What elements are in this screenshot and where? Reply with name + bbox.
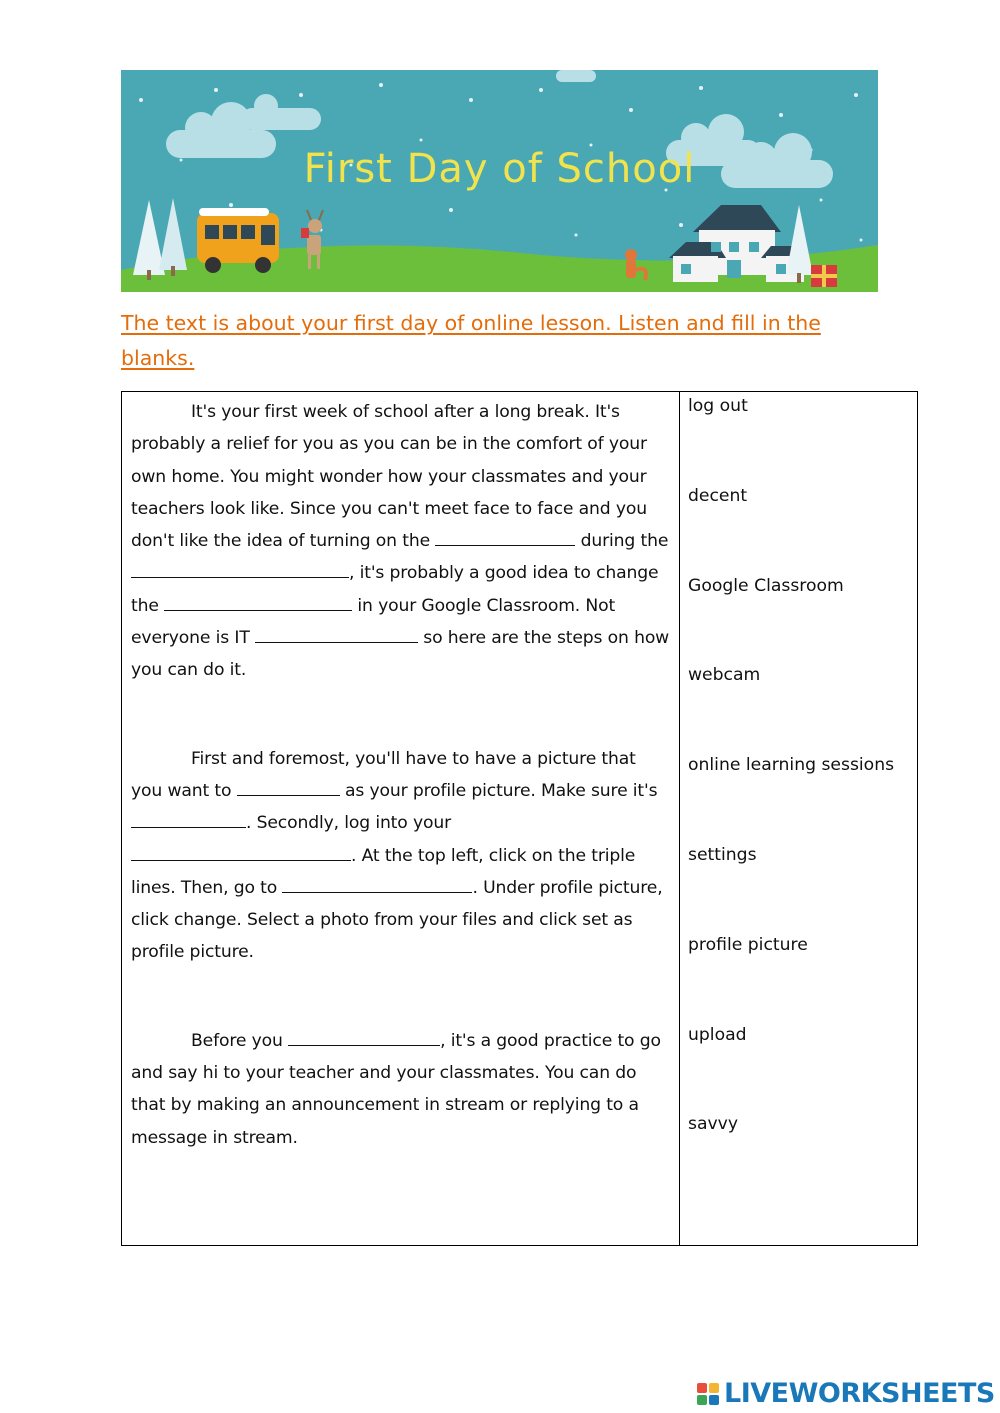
text-span: . Secondly, log into your [246, 813, 452, 834]
logo-text: LIVEWORKSHEETS [724, 1378, 995, 1409]
blank-4[interactable] [255, 622, 418, 643]
text-span: . Under profile picture, click change. Select a photo from your files and click set as profile picture. [131, 877, 663, 963]
blank-6[interactable] [131, 807, 246, 828]
text-span: in your Google Classroom. Not everyone is IT [131, 595, 616, 649]
instruction-text: The text is about your first day of online lesson. Listen and fill in the blanks. [121, 311, 821, 370]
liveworksheets-logo-icon [697, 1383, 719, 1405]
blank-2[interactable] [131, 557, 349, 578]
word-bank-cell [680, 392, 918, 1246]
text-span: . At the top left, click on the triple lines. Then, go to [131, 845, 636, 898]
word-bank-item: settings [688, 844, 757, 865]
word-bank-item: webcam [688, 665, 761, 686]
text-span: , it's a good practice to go and say hi to your teacher and your classmates. You can do that by making an announcement in stream or replying to a message in stream. [131, 1030, 661, 1148]
header-banner [121, 70, 878, 292]
liveworksheets-logo[interactable] [697, 1378, 995, 1409]
word-bank-item: upload [688, 1024, 747, 1045]
word-bank-item: online learning sessions [688, 755, 895, 776]
blank-7[interactable] [131, 840, 351, 861]
blank-1[interactable] [435, 525, 575, 546]
text-span: Before you [191, 1030, 289, 1051]
table-row [122, 392, 918, 1246]
text-span: It's your first week of school after a long break. It's probably a relief for you as you can be in the comfort of your own home. You might wonder how your classmates and your teachers look like. Since you can't meet face to face and you don't like the idea of turning on the [131, 402, 647, 552]
text-span: as your profile picture. Make sure it's [339, 780, 658, 801]
text-span: so here are the steps on how you can do it. [131, 628, 670, 681]
paragraph-1 [131, 396, 671, 687]
paragraph-gap [131, 687, 671, 743]
blank-8[interactable] [282, 872, 472, 893]
text-span: First and foremost, you'll have to have a picture that you want to [131, 748, 636, 801]
word-bank-item: decent [688, 485, 748, 506]
word-bank-item: log out [688, 396, 748, 416]
paragraph-gap [131, 969, 671, 1025]
text-span: , it's probably a good idea to change the [131, 563, 659, 616]
gift-icon [811, 265, 837, 287]
blank-9[interactable] [288, 1025, 440, 1046]
banner-title-wrap [121, 146, 878, 262]
banner-title: First Day of School [303, 146, 696, 192]
word-bank-item: profile picture [688, 934, 808, 955]
blank-3[interactable] [164, 590, 352, 611]
word-bank-item: savvy [688, 1114, 739, 1135]
paragraph-2 [131, 743, 671, 969]
text-span: during the [575, 531, 669, 552]
passage-cell [122, 392, 680, 1246]
word-bank-item: Google Classroom [688, 575, 844, 596]
paragraph-3 [131, 1025, 671, 1154]
blank-5[interactable] [237, 775, 340, 796]
exercise-table [121, 391, 918, 1246]
